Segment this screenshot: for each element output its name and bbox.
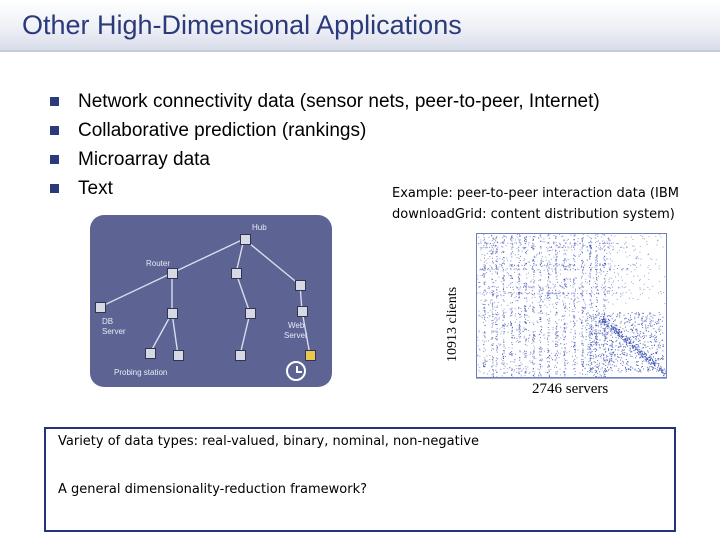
hub-label: Hub [252,223,267,232]
matrix-y-label: 10913 clients [445,286,460,362]
probing-station-label: Probing station [114,368,168,377]
bullet-text: Collaborative prediction (rankings) [78,120,367,141]
summary-box [44,427,676,532]
clock-icon [286,361,306,381]
matrix-dots [477,234,666,377]
bullet-text: Network connectivity data (sensor nets, peer-to-peer, Internet) [78,91,600,112]
title-underline [0,50,720,52]
example-line-2: downloadGrid: content distribution system) [392,207,675,222]
node-icon [295,280,306,291]
node-icon [145,348,156,359]
interaction-matrix [476,233,667,378]
network-diagram [90,215,332,387]
node-icon [297,306,308,317]
example-caption [392,183,692,225]
square-bullet-icon [50,126,59,135]
node-icon [167,268,178,279]
slide-title: Other High-Dimensional Applications [22,10,462,40]
router-label: Router [146,259,171,268]
node-icon [231,268,242,279]
web-server-label-line-1: Web [288,321,305,330]
db-server-label-line-1: DB [102,317,114,326]
square-bullet-icon [50,155,59,164]
summary-line-2: A general dimensionality-reduction framework? [58,482,367,497]
matrix-x-label: 2746 servers [532,381,609,397]
db-server-label-line-2: Server [102,327,126,336]
summary-line-1: Variety of data types: real-valued, binary, nominal, non-negative [58,434,480,449]
bullet-text: Text [78,178,113,199]
node-icon [305,350,316,361]
bullet-text: Microarray data [78,149,210,170]
square-bullet-icon [50,184,59,193]
title-bar [0,0,720,52]
square-bullet-icon [50,97,59,106]
example-line-1: Example: peer-to-peer interaction data (IBM [392,186,679,201]
node-icon [245,308,256,319]
node-icon [167,308,178,319]
node-icon [240,234,251,245]
web-server-label-line-2: Server [284,331,308,340]
node-icon [235,350,246,361]
node-icon [95,302,106,313]
node-icon [173,350,184,361]
